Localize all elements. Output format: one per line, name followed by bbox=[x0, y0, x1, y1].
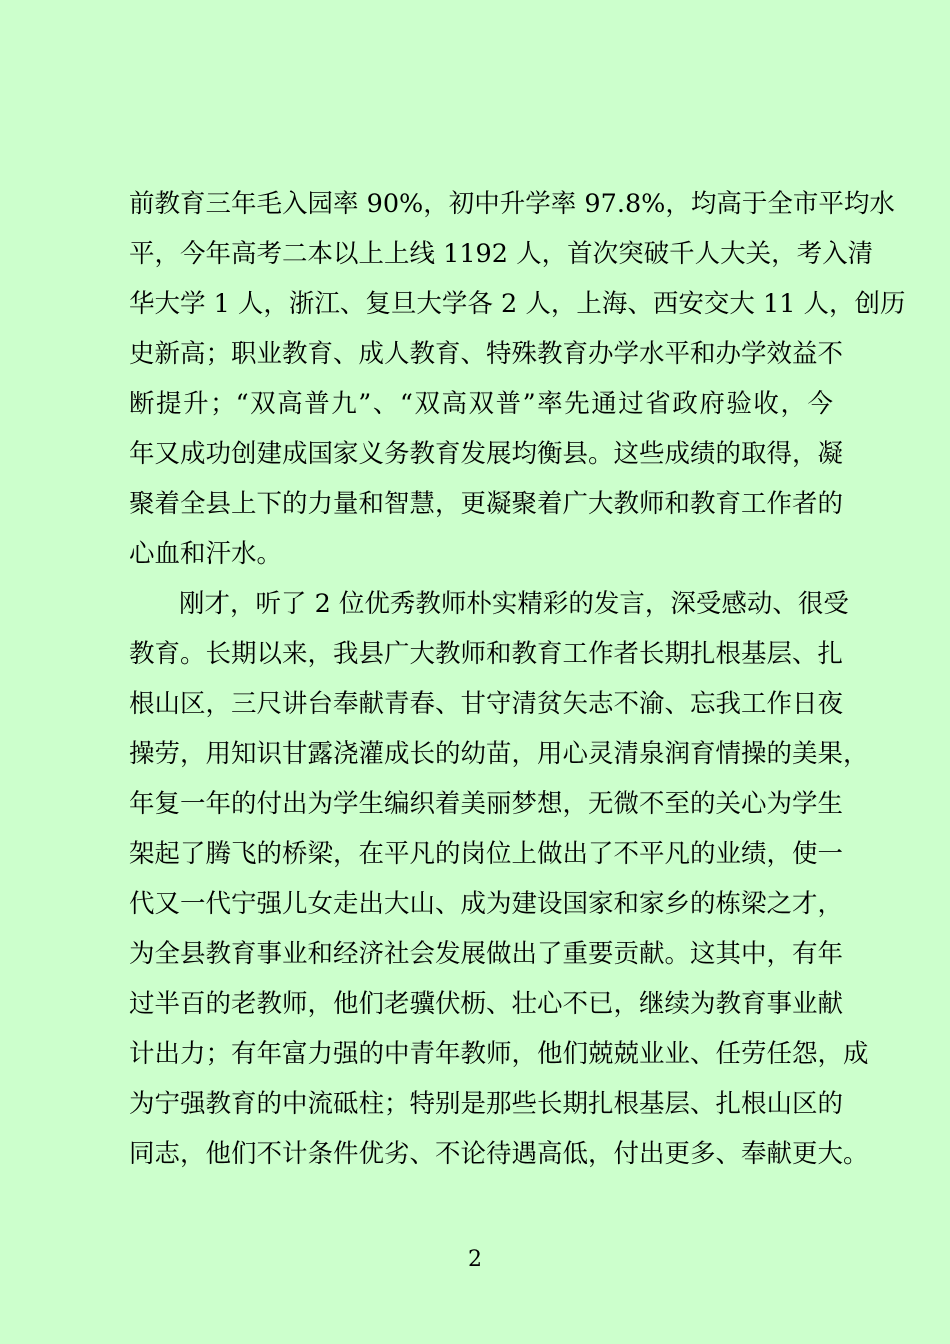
text-line: 平，今年高考二本以上上线 1192 人，首次突破千人大关，考入清 bbox=[129, 239, 874, 269]
text-line: 操劳，用知识甘露浇灌成长的幼苗，用心灵清泉润育情操的美果， bbox=[129, 739, 869, 769]
text-line: 教育。长期以来，我县广大教师和教育工作者长期扎根基层、扎 bbox=[129, 639, 844, 669]
text-line: 华大学 1 人，浙江、复旦大学各 2 人，上海、西安交大 11 人，创历 bbox=[129, 289, 906, 319]
text-line: 为宁强教育的中流砥柱；特别是那些长期扎根基层、扎根山区的 bbox=[129, 1089, 844, 1119]
text-line: 年复一年的付出为学生编织着美丽梦想，无微不至的关心为学生 bbox=[129, 789, 844, 819]
text-line: 前教育三年毛入园率 90%，初中升学率 97.8%，均高于全市平均水 bbox=[129, 189, 895, 219]
text-line: 年又成功创建成国家义务教育发展均衡县。这些成绩的取得，凝 bbox=[129, 439, 844, 469]
page-number: 2 bbox=[468, 1247, 482, 1272]
text-line: 计出力；有年富力强的中青年教师，他们兢兢业业、任劳任怨，成 bbox=[129, 1039, 869, 1069]
text-line: 心血和汗水。 bbox=[129, 539, 283, 569]
text-line: 代又一代宁强儿女走出大山、成为建设国家和家乡的栋梁之才， bbox=[129, 889, 844, 919]
text-line: 根山区，三尺讲台奉献青春、甘守清贫矢志不渝、忘我工作日夜 bbox=[129, 689, 844, 719]
text-line: 断提升；“双高普九”、“双高双普”率先通过省政府验收，今 bbox=[129, 389, 833, 419]
text-line: 聚着全县上下的力量和智慧，更凝聚着广大教师和教育工作者的 bbox=[129, 489, 844, 519]
text-line: 过半百的老教师，他们老骥伏枥、壮心不已，继续为教育事业献 bbox=[129, 989, 844, 1019]
paragraph-first-line: 刚才，听了 2 位优秀教师朴实精彩的发言，深受感动、很受 bbox=[179, 589, 849, 619]
text-line: 同志，他们不计条件优劣、不论待遇高低，付出更多、奉献更大。 bbox=[129, 1139, 869, 1169]
text-line: 史新高；职业教育、成人教育、特殊教育办学水平和办学效益不 bbox=[129, 339, 844, 369]
text-line: 架起了腾飞的桥梁，在平凡的岗位上做出了不平凡的业绩，使一 bbox=[129, 839, 844, 869]
text-line: 为全县教育事业和经济社会发展做出了重要贡献。这其中，有年 bbox=[129, 939, 844, 969]
